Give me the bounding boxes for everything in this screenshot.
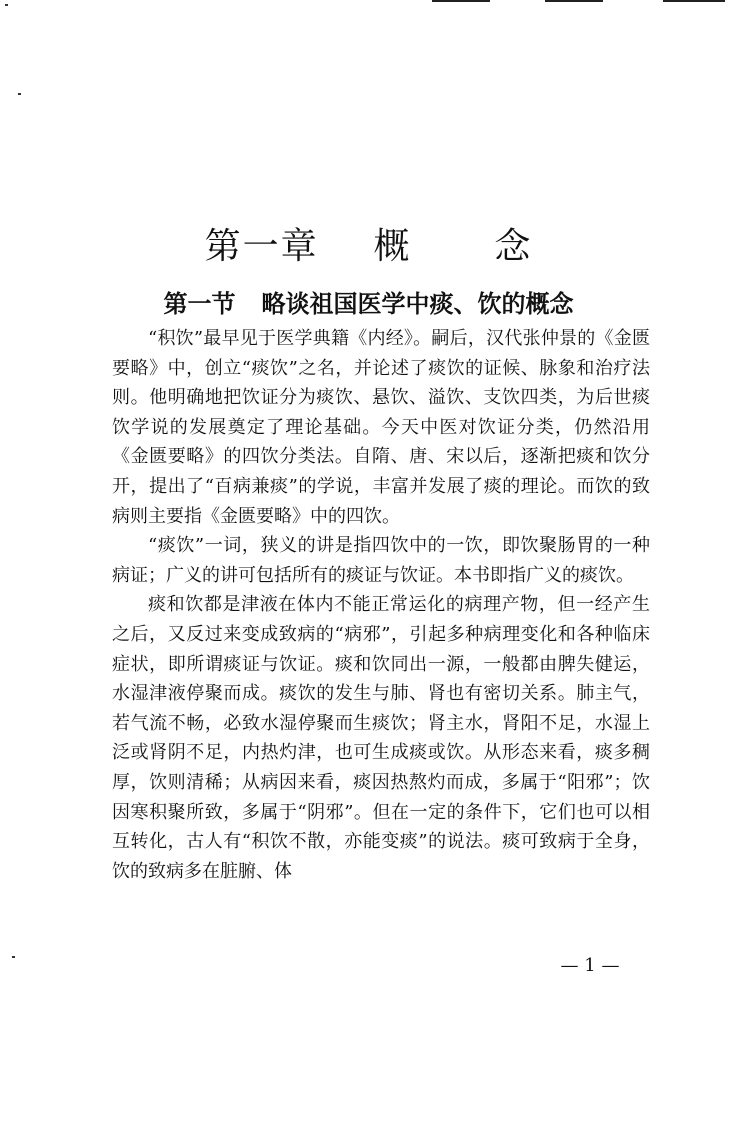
section-number: 第一节	[163, 290, 236, 318]
chapter-title-part1: 概	[373, 226, 412, 267]
scan-speck	[18, 93, 21, 95]
scan-speck	[5, 4, 8, 6]
scan-artifact-line	[432, 0, 490, 2]
chapter-title-part2: 念	[494, 226, 533, 267]
section-title: 略谈祖国医学中痰、饮的概念	[261, 290, 574, 318]
chapter-heading	[0, 218, 737, 269]
body-text	[112, 324, 650, 886]
paragraph: “积饮”最早见于医学典籍《内经》。嗣后，汉代张仲景的《金匮要略》中，创立“痰饮”之名，并论述了痰饮的证候、脉象和治疗法则。他明确地把饮证分为痰饮、悬饮、溢饮、支饮四类，为后世痰饮学说的发展奠定了理论基础。今天中医对饮证分类，仍然沿用《金匮要略》的四饮分类法。自隋、唐、宋以后，逐渐把痰和饮分开，提出了“百病兼痰”的学说，丰富并发展了痰的理论。而饮的致病则主要指《金匮要略》中的四饮。	[112, 328, 650, 527]
paragraph: 痰和饮都是津液在体内不能正常运化的病理产物，但一经产生之后，又反过来变成致病的“病邪”，引起多种病理变化和各种临床症状，即所谓痰证与饮证。痰和饮同出一源，一般都由脾失健运，水湿津液停聚而成。痰饮的发生与肺、肾也有密切关系。肺主气，若气流不畅，必致水湿停聚而生痰饮；肾主水，肾阳不足，水湿上泛或肾阴不足，内热灼津，也可生成痰或饮。从形态来看，痰多稠厚，饮则清稀；从病因来看，痰因热熬灼而成，多属于“阳邪”；饮因寒积聚所致，多属于“阴邪”。但在一定的条件下，它们也可以相互转化，古人有“积饮不散，亦能变痰”的说法。痰可致病于全身，饮的致病多在脏腑、体	[112, 594, 650, 882]
scan-artifact-line	[663, 0, 725, 2]
chapter-number: 第一章	[204, 226, 319, 267]
scan-speck	[12, 956, 15, 958]
paragraph: “痰饮”一词，狭义的讲是指四饮中的一饮，即饮聚肠胃的一种病证；广义的讲可包括所有的痰证与饮证。本书即指广义的痰饮。	[112, 535, 650, 586]
page-number: — 1 —	[560, 955, 620, 976]
section-heading	[0, 284, 737, 319]
scan-artifact-line	[545, 0, 603, 2]
